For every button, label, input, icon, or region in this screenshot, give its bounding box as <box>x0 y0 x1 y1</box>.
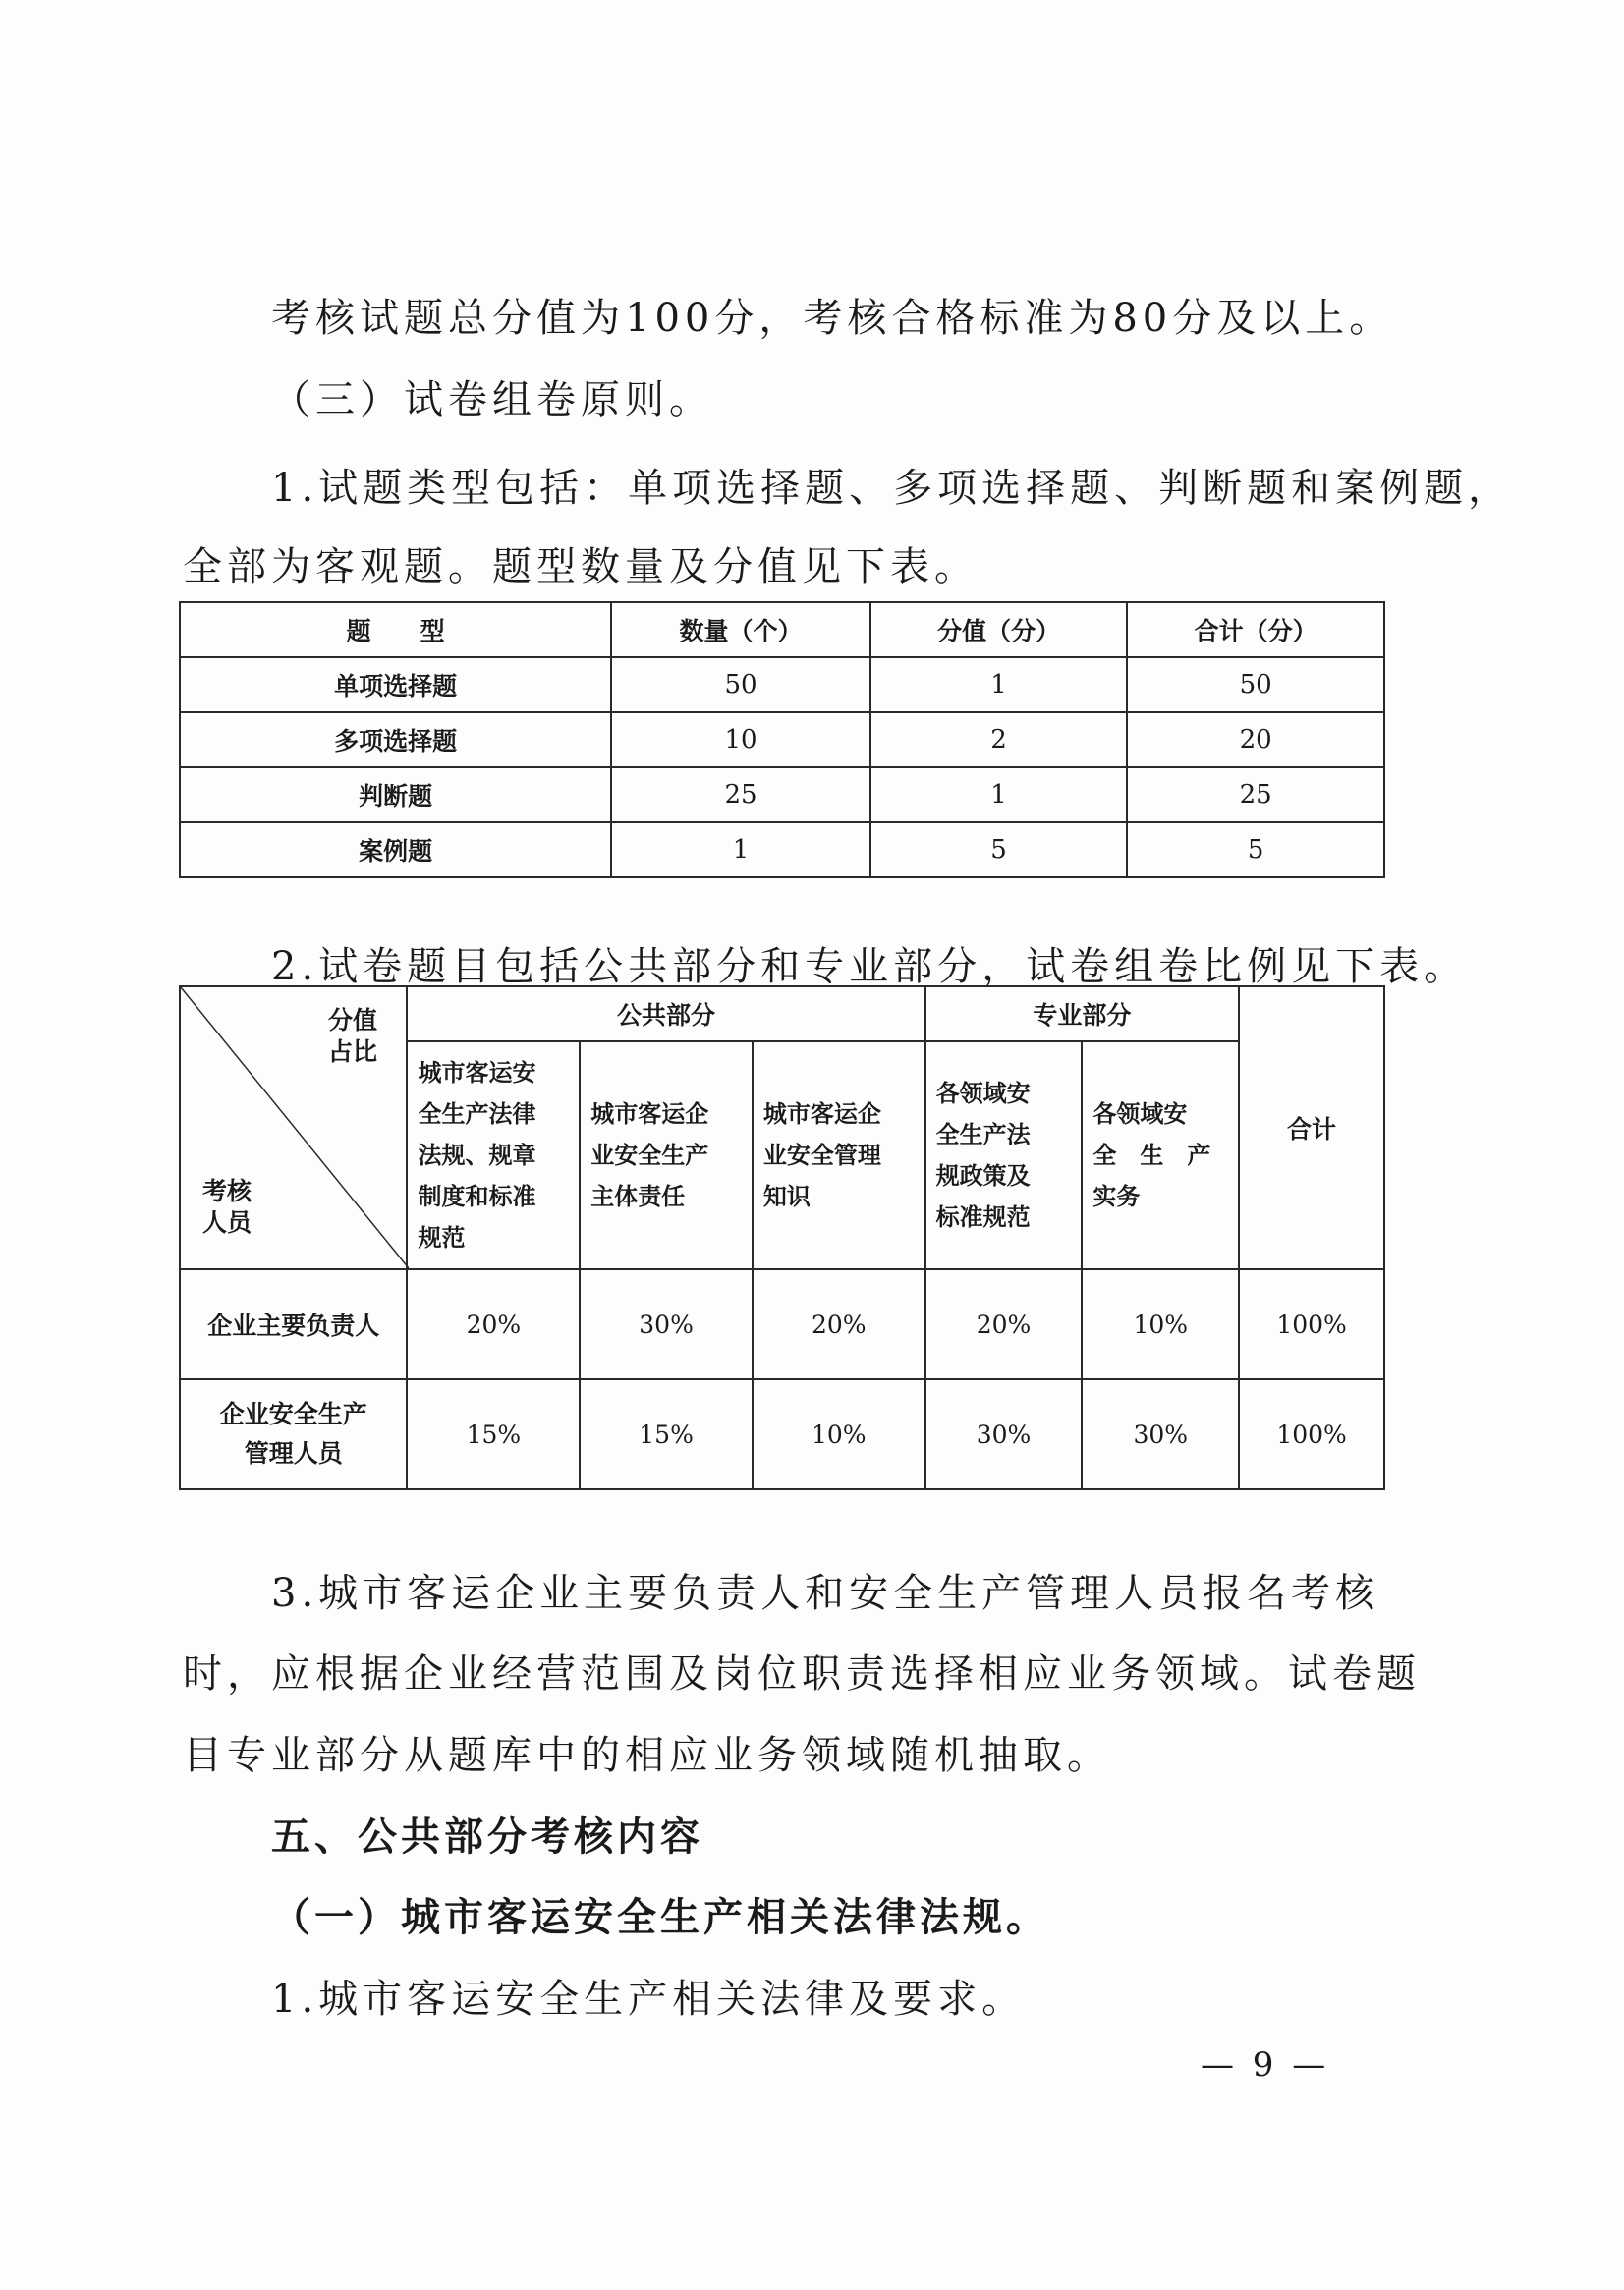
row-label: 单项选择题 <box>180 657 611 712</box>
paragraph-registration-cont2: 目专业部分从题库中的相应业务领域随机抽取。 <box>183 1733 1111 1778</box>
paragraph-registration: 3.城市客运企业主要负责人和安全生产管理人员报名考核 <box>271 1571 1380 1616</box>
cell: 15% <box>580 1379 753 1489</box>
row-label: 企业主要负责人 <box>180 1269 407 1379</box>
table-row <box>180 712 1384 767</box>
paragraph-total-score: 考核试题总分值为100分，考核合格标准为80分及以上。 <box>271 296 1394 341</box>
composition-ratio-table <box>179 985 1385 1490</box>
cell: 1 <box>870 657 1128 712</box>
paragraph-paper-composition: 2.试卷题目包括公共部分和专业部分，试卷组卷比例见下表。 <box>271 944 1469 989</box>
cell: 30% <box>1082 1379 1239 1489</box>
cell: 25 <box>611 767 870 822</box>
cell: 50 <box>1127 657 1384 712</box>
question-type-table <box>179 601 1385 878</box>
cell: 20 <box>1127 712 1384 767</box>
header-type: 题 型 <box>180 602 611 657</box>
group-professional: 专业部分 <box>925 986 1240 1041</box>
cell: 2 <box>870 712 1128 767</box>
paragraph-laws-requirements: 1.城市客运安全生产相关法律及要求。 <box>271 1977 1027 2022</box>
table-row <box>180 767 1384 822</box>
sub-header-domain-laws: 各领域安 全生产法 规政策及 标准规范 <box>925 1041 1083 1269</box>
table-header-row <box>180 602 1384 657</box>
cell: 5 <box>1127 822 1384 877</box>
header-total: 合计（分） <box>1127 602 1384 657</box>
table-row <box>180 657 1384 712</box>
paragraph-question-types: 1.试题类型包括：单项选择题、多项选择题、判断题和案例题， <box>271 466 1513 511</box>
cell: 1 <box>870 767 1128 822</box>
corner-top-label: 分值 占比 <box>328 1006 378 1066</box>
row-label: 多项选择题 <box>180 712 611 767</box>
table-row <box>180 1269 1384 1379</box>
cell: 10% <box>1082 1269 1239 1379</box>
total-header: 合计 <box>1239 986 1384 1269</box>
cell: 30% <box>925 1379 1083 1489</box>
cell: 50 <box>611 657 870 712</box>
cell: 20% <box>925 1269 1083 1379</box>
page-number: — 9 — <box>1201 2045 1330 2085</box>
cell: 5 <box>870 822 1128 877</box>
group-public: 公共部分 <box>407 986 924 1041</box>
sub-header-responsibility: 城市客运企 业安全生产 主体责任 <box>580 1041 753 1269</box>
cell: 10 <box>611 712 870 767</box>
table-row <box>180 1379 1384 1489</box>
group-header-row <box>180 986 1384 1041</box>
row-label: 案例题 <box>180 822 611 877</box>
sub-header-domain-practice: 各领域安 全 生 产 实务 <box>1082 1041 1239 1269</box>
paragraph-question-types-cont: 全部为客观题。题型数量及分值见下表。 <box>183 544 979 589</box>
sub-header-laws: 城市客运安 全生产法律 法规、规章 制度和标准 规范 <box>407 1041 580 1269</box>
cell: 15% <box>407 1379 580 1489</box>
sub-header-management: 城市客运企 业安全管理 知识 <box>753 1041 925 1269</box>
corner-cell <box>180 986 407 1269</box>
header-score: 分值（分） <box>870 602 1128 657</box>
row-label: 判断题 <box>180 767 611 822</box>
heading-subsection-one: （一）城市客运安全生产相关法律法规。 <box>271 1895 1049 1940</box>
table-row <box>180 822 1384 877</box>
cell: 100% <box>1239 1269 1384 1379</box>
cell: 10% <box>753 1379 925 1489</box>
corner-bottom-label: 考核 人员 <box>202 1177 252 1237</box>
row-label: 企业安全生产 管理人员 <box>180 1379 407 1489</box>
heading-exam-principles: （三）试卷组卷原则。 <box>271 377 713 422</box>
cell: 25 <box>1127 767 1384 822</box>
cell: 1 <box>611 822 870 877</box>
header-count: 数量（个） <box>611 602 870 657</box>
paragraph-registration-cont1: 时，应根据企业经营范围及岗位职责选择相应业务领域。试卷题 <box>183 1651 1421 1697</box>
cell: 100% <box>1239 1379 1384 1489</box>
cell: 20% <box>407 1269 580 1379</box>
cell: 30% <box>580 1269 753 1379</box>
cell: 20% <box>753 1269 925 1379</box>
heading-section-five: 五、公共部分考核内容 <box>271 1815 703 1860</box>
